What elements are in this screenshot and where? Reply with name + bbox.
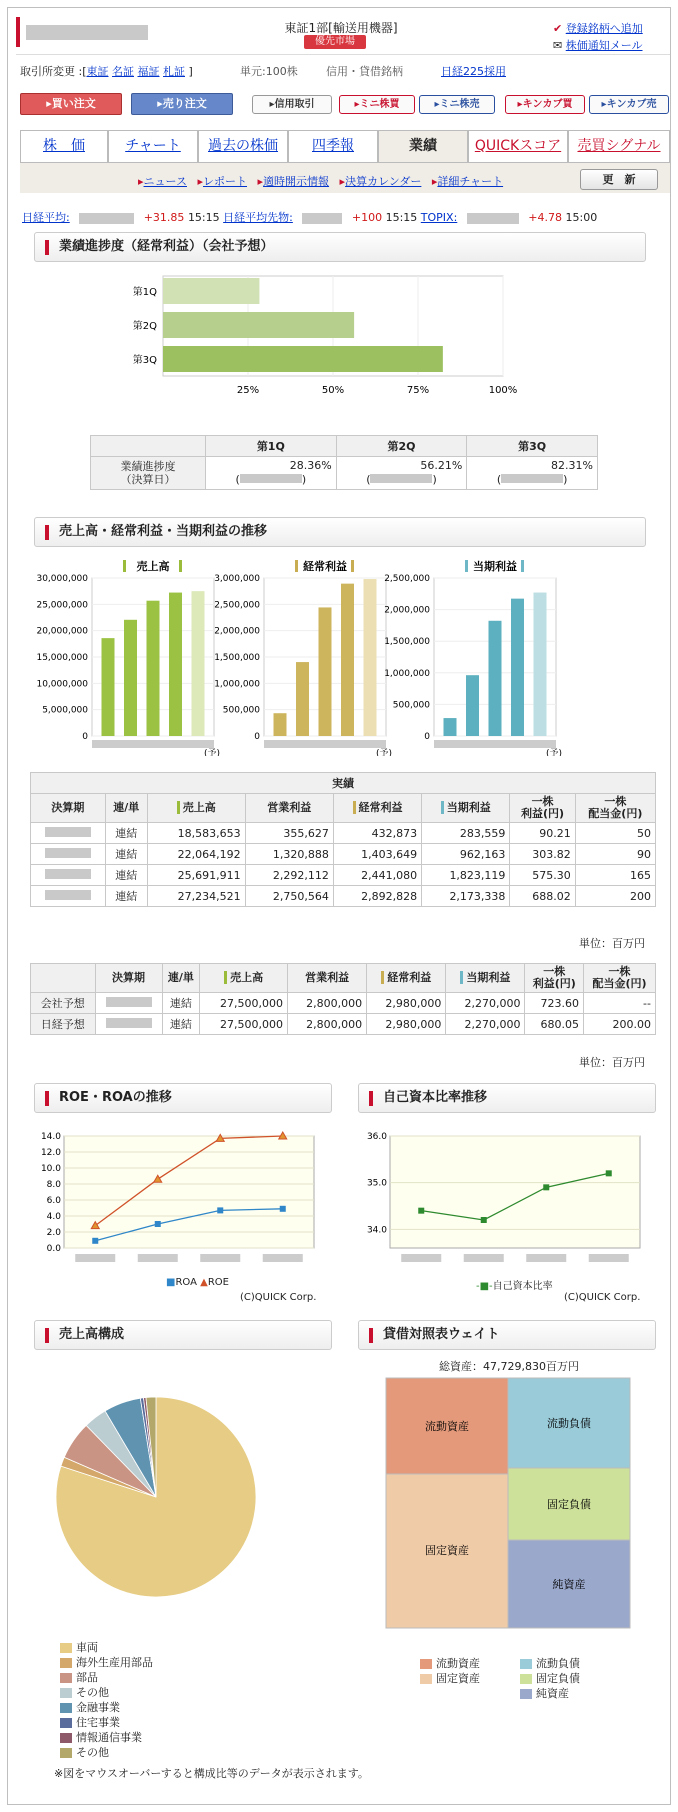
sales-bar <box>124 620 137 736</box>
data-point <box>418 1208 424 1214</box>
margin-trade-button[interactable] <box>252 95 332 114</box>
table-row <box>31 1014 656 1035</box>
equity-credit: (C)QUICK Corp. <box>564 1292 641 1303</box>
y-tick-label: 30,000,000 <box>36 574 88 584</box>
progress-bar <box>163 278 259 304</box>
chart-title: 当期利益 <box>473 560 517 573</box>
tab-trade-signal[interactable]: 売買シグナル <box>568 130 670 162</box>
data-point <box>155 1221 161 1227</box>
title-accent <box>123 560 126 572</box>
table-cell: 432,873 <box>333 823 421 844</box>
table-cell: 90 <box>575 844 655 865</box>
table-cell: 2,292,112 <box>245 865 333 886</box>
forecast-col-header: 連/単 <box>162 964 200 993</box>
table-row <box>31 844 656 865</box>
y-tick-label: 35.0 <box>366 1178 387 1189</box>
y-tick-label: 1,000,000 <box>384 668 430 679</box>
redacted-period-label <box>200 1254 240 1262</box>
sublinks <box>138 173 503 189</box>
forecast-mark: (予) <box>203 749 221 756</box>
exchange-label: 取引所変更 : <box>20 65 83 78</box>
forecast-source: 日経予想 <box>31 1014 96 1035</box>
y-tick-label: 25,000,000 <box>36 600 88 611</box>
progress-bar <box>163 346 443 372</box>
title-accent <box>351 560 354 572</box>
y-tick-label: 36.0 <box>366 1132 387 1142</box>
fixed-assets-label: 固定資産 <box>425 1544 469 1557</box>
table-cell: 90.21 <box>510 823 575 844</box>
price-alert-label[interactable]: 株価通知メール <box>565 39 643 52</box>
table-row <box>31 865 656 886</box>
redacted-period-labels <box>264 740 386 748</box>
y-tick-label: 4.0 <box>46 1212 61 1222</box>
current-liabilities-label: 流動負債 <box>547 1417 591 1430</box>
category-label: 第1Q <box>132 287 157 298</box>
link-news[interactable]: ニュース <box>143 175 187 188</box>
tab-chart[interactable]: チャート <box>108 130 198 162</box>
tab-quick-score[interactable]: QUICKスコア <box>468 130 568 162</box>
pie-legend <box>60 1640 153 1760</box>
results-table-wrap <box>30 772 656 907</box>
balance-legend-item: 純資産 <box>520 1686 620 1701</box>
redacted-period-label <box>526 1254 566 1262</box>
x-tick-label: 100% <box>488 385 518 396</box>
exchange-row <box>20 63 193 79</box>
table-cell: 2,441,080 <box>333 865 421 886</box>
col-q3: 第3Q <box>467 436 598 457</box>
y-tick-label: 2.0 <box>46 1228 61 1238</box>
data-point <box>543 1184 549 1190</box>
buy-label: 買い注文 <box>51 97 96 110</box>
y-tick-label: 500,000 <box>222 705 260 716</box>
col-q1: 第1Q <box>206 436 337 457</box>
table-cell: 200 <box>575 886 655 907</box>
redacted-period <box>31 823 106 844</box>
tab-shikiho[interactable]: 四季報 <box>288 130 378 162</box>
topix-link[interactable]: TOPIX: <box>420 211 458 224</box>
y-tick-label: 2,500,000 <box>214 600 260 611</box>
balance-sheet-treemap <box>378 1372 638 1634</box>
y-tick-label: 15,000,000 <box>36 653 88 663</box>
balance-legend-item: 固定負債 <box>520 1671 620 1686</box>
table-cell: 連結 <box>105 865 147 886</box>
redacted-period-label <box>589 1254 629 1262</box>
table-cell: 2,892,828 <box>333 886 421 907</box>
forecast-col-header: 営業利益 <box>288 964 367 993</box>
sales-bar <box>296 662 309 736</box>
chart-title: 売上高 <box>136 560 170 573</box>
sales-bar <box>364 579 377 736</box>
redacted-period <box>95 993 162 1014</box>
table-cell: 283,559 <box>422 823 510 844</box>
y-tick-label: 14.0 <box>40 1132 61 1142</box>
table-cell: 連結 <box>105 886 147 907</box>
table-cell: 連結 <box>162 1014 200 1035</box>
priority-market-badge: 優先市場 <box>304 35 366 49</box>
sales-bar <box>169 593 182 736</box>
legend-roa: ROA <box>175 1277 197 1288</box>
progress-table <box>90 435 598 490</box>
company-name-redacted <box>26 25 148 40</box>
y-tick-label: 8.0 <box>46 1180 61 1190</box>
category-label: 第2Q <box>132 321 157 332</box>
mail-icon: ✉ <box>553 39 563 52</box>
y-tick-label: 12.0 <box>40 1148 61 1158</box>
balance-legend-item: 流動負債 <box>520 1656 620 1671</box>
index-ticker <box>22 209 597 225</box>
link-detail-chart[interactable]: 詳細チャート <box>437 175 504 188</box>
y-tick-label: 500,000 <box>392 700 430 711</box>
y-tick-label: 0 <box>254 732 260 742</box>
x-tick-label: 25% <box>236 385 260 396</box>
composition-section-header: 売上高構成 <box>34 1320 332 1350</box>
data-point <box>481 1217 487 1223</box>
sales-bar <box>147 601 160 736</box>
kinkabu-buy-button[interactable] <box>505 95 585 114</box>
add-watchlist-label[interactable]: 登録銘柄へ追加 <box>565 22 643 35</box>
plot-area <box>390 1136 640 1248</box>
redacted-value <box>79 213 134 224</box>
table-cell: 連結 <box>162 993 200 1014</box>
bracket-open: [ <box>82 65 87 78</box>
nikkei-change: +31.85 <box>143 211 185 224</box>
y-tick-label: 2,000,000 <box>384 605 430 616</box>
redacted-period <box>31 886 106 907</box>
table-cell: 2,750,564 <box>245 886 333 907</box>
sales-composition-pie <box>34 1364 334 1634</box>
results-col-header: 経常利益 <box>333 794 421 823</box>
table-row <box>31 993 656 1014</box>
progress-table-wrap <box>90 435 598 490</box>
forecast-col-header: 決算期 <box>95 964 162 993</box>
nikkei-time: 15:15 <box>187 211 220 224</box>
total-assets-label: 総資産：47,729,830百万円 <box>439 1360 579 1373</box>
table-cell: 723.60 <box>525 993 584 1014</box>
title-accent <box>179 560 182 572</box>
progress-bar-chart <box>78 273 608 423</box>
add-watchlist-link[interactable] <box>553 20 668 36</box>
pie-legend-item: 車両 <box>60 1640 153 1655</box>
forecast-unit: 単位：百万円 <box>579 1056 645 1069</box>
forecast-col-header: 経常利益 <box>367 964 446 993</box>
mouseover-note: ※図をマウスオーバーすると構成比等のデータが表示されます。 <box>54 1767 369 1780</box>
sales-bar <box>511 599 524 736</box>
arrow-right-icon: ▸ <box>46 97 52 110</box>
plot-area <box>64 1136 314 1248</box>
y-tick-label: 5,000,000 <box>42 705 88 716</box>
table-cell: 2,980,000 <box>367 1014 446 1035</box>
data-point <box>92 1238 98 1244</box>
arrow-right-icon: ▸ <box>138 175 144 188</box>
table-cell: 2,173,338 <box>422 886 510 907</box>
arrow-right-icon: ▸ <box>354 99 360 110</box>
table-cell: 25,691,911 <box>147 865 245 886</box>
kinkabu-sell-label: キンカブ売 <box>606 99 657 110</box>
pie-legend-item: 金融事業 <box>60 1700 153 1715</box>
sell-order-button[interactable] <box>131 93 233 115</box>
link-earnings-calendar[interactable]: 決算カレンダー <box>345 175 422 188</box>
pie-legend-item: 住宅事業 <box>60 1715 153 1730</box>
redacted-period-label <box>401 1254 441 1262</box>
exchange-sse[interactable]: 札証 <box>163 65 185 78</box>
kinkabu-buy-label: キンカブ買 <box>522 99 573 110</box>
margin-trade-label: 信用取引 <box>274 99 315 110</box>
table-cell: 連結 <box>105 823 147 844</box>
table-cell: 50 <box>575 823 655 844</box>
nikkei225-link[interactable]: 日経225採用 <box>441 65 506 78</box>
y-tick-label: 2,500,000 <box>384 574 430 584</box>
arrow-right-icon: ▸ <box>197 175 204 188</box>
arrow-right-icon: ▸ <box>269 99 275 110</box>
results-table <box>30 772 656 907</box>
buy-order-button[interactable] <box>20 93 122 115</box>
y-tick-label: 1,000,000 <box>214 679 260 690</box>
futures-time: 15:15 <box>385 211 418 224</box>
mini-buy-label: ミニ株買 <box>359 99 400 110</box>
link-disclosure[interactable]: 適時開示情報 <box>263 175 330 188</box>
legend-equity: 自己資本比率 <box>492 1281 553 1292</box>
price-alert-link[interactable] <box>553 37 668 53</box>
y-tick-label: 10.0 <box>40 1164 61 1174</box>
table-cell: 1,320,888 <box>245 844 333 865</box>
forecast-col-header: 売上高 <box>200 964 288 993</box>
sell-label: 売り注文 <box>162 97 207 110</box>
q1-date-redacted: ( ) <box>235 473 307 486</box>
arrow-right-icon: ▸ <box>434 99 440 110</box>
table-cell: 575.30 <box>510 865 575 886</box>
results-col-header: 当期利益 <box>422 794 510 823</box>
table-cell: 27,500,000 <box>200 993 288 1014</box>
y-tick-label: 0.0 <box>46 1244 61 1254</box>
sales-bar <box>192 591 205 736</box>
futures-change: +100 <box>351 211 383 224</box>
sales-bar <box>319 607 332 736</box>
bracket-close: ] <box>188 65 193 78</box>
redacted-period-label <box>464 1254 504 1262</box>
arrow-right-icon: ▸ <box>601 99 607 110</box>
roe-legend: ■ROA ▲ROE <box>166 1277 229 1288</box>
table-cell: 1,823,119 <box>422 865 510 886</box>
arrow-right-icon: ▸ <box>157 97 163 110</box>
q3-date-redacted: ( ) <box>496 473 568 486</box>
title-accent <box>521 560 524 572</box>
balance-legend <box>420 1656 620 1701</box>
table-cell: 2,270,000 <box>446 1014 525 1035</box>
roe-credit: (C)QUICK Corp. <box>240 1292 317 1303</box>
col-q2: 第2Q <box>336 436 467 457</box>
q3-value: 82.31% <box>551 459 593 472</box>
futures-link[interactable]: 日経平均先物: <box>223 211 293 224</box>
balance-legend-item: 固定資産 <box>420 1671 520 1686</box>
arrow-right-icon: ▸ <box>257 175 264 188</box>
redacted-value <box>302 213 342 224</box>
results-caption: 実績 <box>31 773 656 794</box>
data-point <box>217 1207 223 1213</box>
exchange-tse[interactable]: 東証 <box>86 65 109 78</box>
pie-legend-item: その他 <box>60 1685 153 1700</box>
table-cell: 連結 <box>105 844 147 865</box>
margin-label: 信用・貸借銘柄 <box>326 65 403 78</box>
arrow-right-icon: ▸ <box>431 175 438 188</box>
redacted-period-labels <box>434 740 556 748</box>
y-tick-label: 1,500,000 <box>214 653 260 663</box>
q2-value: 56.21% <box>420 459 463 472</box>
balance-legend-row <box>420 1656 620 1671</box>
balance-section-header: 貸借対照表ウェイト <box>358 1320 656 1350</box>
sales-section-header: 売上高・経常利益・当期利益の推移 <box>34 517 646 547</box>
pie-legend-item: 海外生産用部品 <box>60 1655 153 1670</box>
sales-bar <box>489 621 502 736</box>
refresh-button[interactable]: 更 新 <box>580 169 658 190</box>
results-col-header: 一株 配当金(円) <box>575 794 655 823</box>
equity-section-header: 自己資本比率推移 <box>358 1083 656 1113</box>
x-tick-label: 75% <box>406 385 430 396</box>
table-cell: -- <box>584 993 656 1014</box>
table-cell: 962,163 <box>422 844 510 865</box>
progress-section-header: 業績進捗度（経常利益）（会社予想） <box>34 232 646 262</box>
mini-sell-label: ミニ株売 <box>439 99 480 110</box>
forecast-col-header: 当期利益 <box>446 964 525 993</box>
table-cell: 303.82 <box>510 844 575 865</box>
y-tick-label: 34.0 <box>366 1225 387 1236</box>
current-assets-label: 流動資産 <box>425 1420 469 1433</box>
results-col-header: 営業利益 <box>245 794 333 823</box>
sales-bar <box>274 713 287 736</box>
balance-legend-row <box>420 1671 620 1686</box>
y-tick-label: 1,500,000 <box>384 637 430 648</box>
table-cell: 2,980,000 <box>367 993 446 1014</box>
sales-bar <box>102 638 115 736</box>
kinkabu-sell-button[interactable] <box>589 95 669 114</box>
redacted-period <box>95 1014 162 1035</box>
table-cell: 200.00 <box>584 1014 656 1035</box>
results-unit: 単位：百万円 <box>579 937 645 950</box>
nikkei-link[interactable]: 日経平均: <box>22 211 70 224</box>
results-col-header: 決算期 <box>31 794 106 823</box>
arrow-right-icon: ▸ <box>517 99 523 110</box>
table-cell: 18,583,653 <box>147 823 245 844</box>
tab-past-prices[interactable]: 過去の株価 <box>198 130 288 162</box>
arrow-right-icon: ▸ <box>339 175 346 188</box>
pie-legend-item: その他 <box>60 1745 153 1760</box>
exchange-nse[interactable]: 名証 <box>112 65 134 78</box>
topix-time: 15:00 <box>565 211 598 224</box>
topix-change: +4.78 <box>528 211 562 224</box>
y-tick-label: 0 <box>82 732 88 742</box>
fixed-liabilities-label: 固定負債 <box>547 1498 591 1511</box>
table-cell: 2,800,000 <box>288 1014 367 1035</box>
redacted-period-label <box>263 1254 303 1262</box>
y-tick-label: 20,000,000 <box>36 626 88 637</box>
forecast-mark: (予) <box>545 749 563 756</box>
mini-buy-button[interactable] <box>339 95 415 114</box>
forecast-source: 会社予想 <box>31 993 96 1014</box>
table-cell: 27,500,000 <box>200 1014 288 1035</box>
redacted-period-labels <box>92 740 214 748</box>
table-cell: 355,627 <box>245 823 333 844</box>
roe-section-header: ROE・ROAの推移 <box>34 1083 332 1113</box>
redacted-period <box>31 865 106 886</box>
tab-stock-price[interactable]: 株 価 <box>20 130 108 162</box>
check-circle-icon: ✔ <box>553 22 563 35</box>
sales-bar-charts <box>22 556 662 756</box>
y-tick-label: 3,000,000 <box>214 574 260 584</box>
forecast-mark: (予) <box>375 749 393 756</box>
y-tick-label: 6.0 <box>46 1196 61 1206</box>
sales-bar <box>534 593 547 736</box>
sales-bar <box>341 584 354 736</box>
results-col-header: 連/単 <box>105 794 147 823</box>
sales-bar <box>444 718 457 736</box>
table-cell: 27,234,521 <box>147 886 245 907</box>
balance-legend-row <box>420 1686 620 1701</box>
redacted-period-label <box>75 1254 115 1262</box>
title-accent <box>465 560 468 572</box>
link-report[interactable]: レポート <box>203 175 248 188</box>
table-cell: 1,403,649 <box>333 844 421 865</box>
title-accent <box>295 560 298 572</box>
table-row <box>31 886 656 907</box>
forecast-table <box>30 963 656 1035</box>
forecast-table-wrap <box>30 963 656 1035</box>
redacted-value <box>467 213 519 224</box>
category-label: 第3Q <box>132 355 157 366</box>
title-accent-bar <box>16 17 20 47</box>
empty-header <box>31 964 96 993</box>
sales-bar <box>466 675 479 736</box>
pie-legend-item: 情報通信事業 <box>60 1730 153 1745</box>
table-cell: 2,270,000 <box>446 993 525 1014</box>
progress-bar <box>163 312 354 338</box>
legend-roe: ROE <box>207 1277 229 1288</box>
redacted-period-label <box>138 1254 178 1262</box>
table-row <box>31 823 656 844</box>
tab-earnings[interactable]: 業績 <box>378 130 468 162</box>
results-col-header: 一株 利益(円) <box>510 794 575 823</box>
table-cell: 688.02 <box>510 886 575 907</box>
table-cell: 165 <box>575 865 655 886</box>
chart-title: 経常利益 <box>303 560 347 573</box>
pie-legend-item: 部品 <box>60 1670 153 1685</box>
market-label: 東証1部[輸送用機器] <box>284 21 398 35</box>
forecast-col-header: 一株 利益(円) <box>525 964 584 993</box>
progress-row-label: 業績進捗度 （決算日） <box>91 457 206 490</box>
forecast-col-header: 一株 配当金(円) <box>584 964 656 993</box>
table-cell: 22,064,192 <box>147 844 245 865</box>
equity-legend: -■-自己資本比率 <box>476 1281 553 1292</box>
q1-value: 28.36% <box>289 459 332 472</box>
net-assets-label: 純資産 <box>552 1578 586 1591</box>
y-tick-label: 2,000,000 <box>214 626 260 637</box>
q2-date-redacted: ( ) <box>366 473 437 486</box>
x-tick-label: 50% <box>321 385 345 396</box>
balance-legend-item: 流動資産 <box>420 1656 520 1671</box>
unit-label: 単元:100株 <box>240 65 298 78</box>
table-cell: 2,800,000 <box>288 993 367 1014</box>
results-col-header: 売上高 <box>147 794 245 823</box>
header-divider <box>16 54 670 55</box>
exchange-fse[interactable]: 福証 <box>137 65 160 78</box>
y-tick-label: 10,000,000 <box>36 679 88 690</box>
data-point <box>280 1206 286 1212</box>
y-tick-label: 0 <box>424 732 430 742</box>
mini-sell-button[interactable] <box>419 95 495 114</box>
empty-header <box>91 436 206 457</box>
table-cell: 680.05 <box>525 1014 584 1035</box>
redacted-period <box>31 844 106 865</box>
data-point <box>606 1170 612 1176</box>
